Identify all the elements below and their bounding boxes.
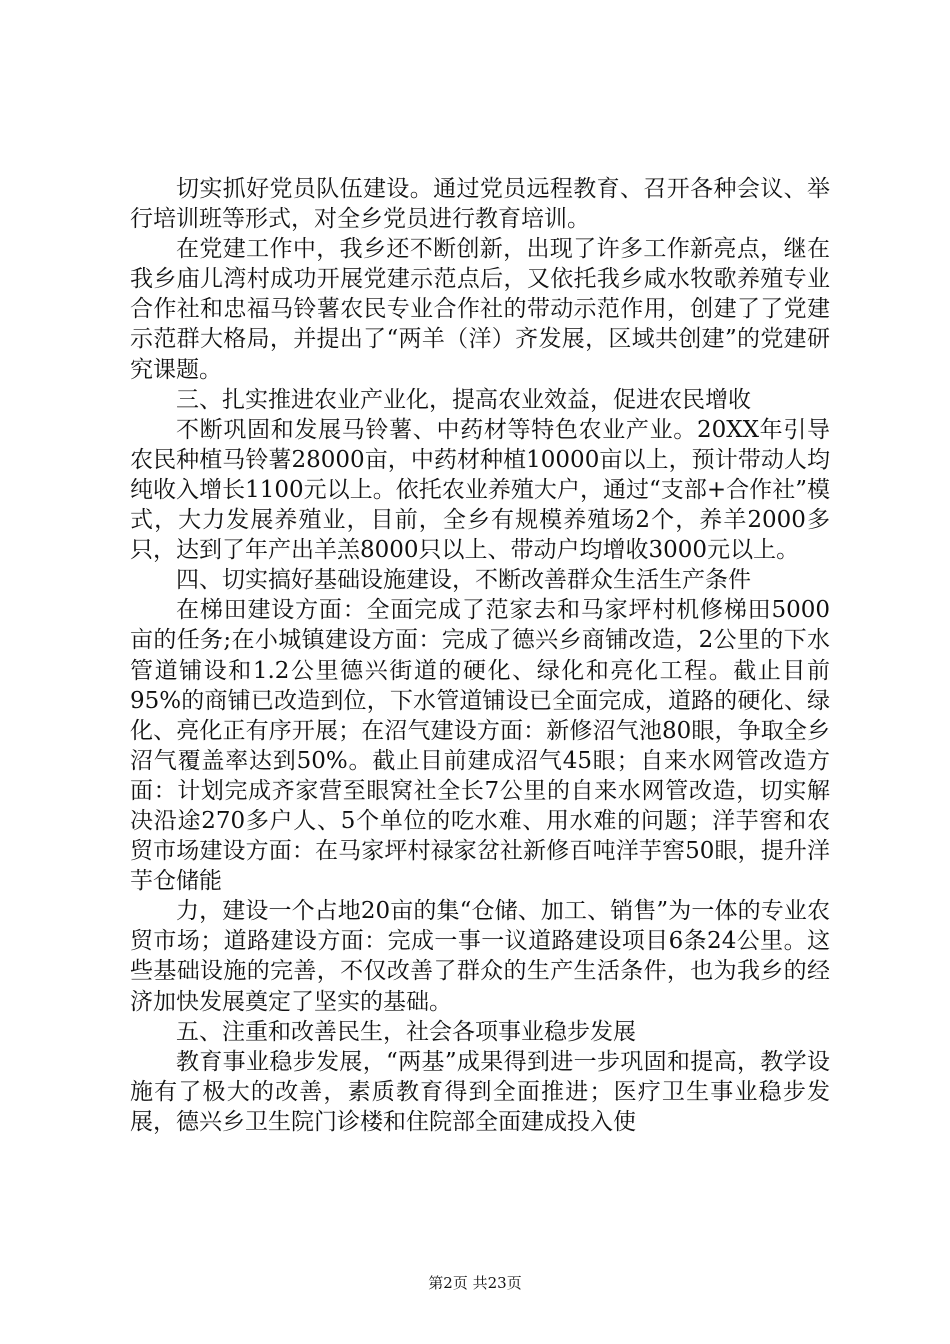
document-body [130,174,830,1137]
section-heading-livelihood: 五、注重和改善民生，社会各项事业稳步发展 [176,1018,636,1045]
paragraph-infrastructure-continued: 力，建设一个占地20亩的集“仓储、加工、销售”为一体的专业农贸市场；道路建设方面：完成一事一议道路建设项目6条24公里。这些基础设施的完善，不仅改善了群众的生产生活条件，也为我乡的经济加快发展奠定了坚实的基础。 [130,898,830,1015]
section-heading-infrastructure: 四、切实搞好基础设施建设，不断改善群众生活生产条件 [176,567,751,594]
paragraph-infrastructure-details: 在梯田建设方面：全面完成了范家去和马家坪村机修梯田5000亩的任务;在小城镇建设方面：完成了德兴乡商铺改造，2公里的下水管道铺设和1.2公里德兴街道的硬化、绿化和亮化工程。截止目前95%的商铺已改造到位，下水管道铺设已全面完成，道路的硬化、绿化、亮化正有序开展；在沼气建设方面：新修沼气池80眼，争取全乡沼气覆盖率达到50%。截止目前建成沼气45眼；自来水网管改造方面：计划完成齐家营至眼窝社全长7公里的自来水网管改造，切实解决沿途270多户人、5个单位的吃水难、用水难的问题；洋芋窖和农贸市场建设方面：在马家坪村禄家岔社新修百吨洋芋窖50眼，提升洋芋仓储能 [130,597,830,895]
paragraph-party-member-training: 切实抓好党员队伍建设。通过党员远程教育、召开各种会议、举行培训班等形式，对全乡党员进行教育培训。 [130,176,830,233]
page-footer: 第2页 共23页 [428,1274,522,1292]
paragraph-agriculture-industry: 不断巩固和发展马铃薯、中药材等特色农业产业。20XX年引导农民种植马铃薯28000亩，中药材种植10000亩以上，预计带动人均纯收入增长1100元以上。依托农业养殖大户，通过“支部+合作社”模式，大力发展养殖业，目前，全乡有规模养殖场2个，养羊2000多只，达到了年产出羊羔8000只以上、带动户均增收3000元以上。 [130,416,830,564]
section-heading-agriculture: 三、扎实推进农业产业化，提高农业效益，促进农民增收 [176,386,751,413]
paragraph-party-building-innovation: 在党建工作中，我乡还不断创新，出现了许多工作新亮点，继在我乡庙儿湾村成功开展党建示范点后，又依托我乡咸水牧歌养殖专业合作社和忠福马铃薯农民专业合作社的带动示范作用，创建了了党建示范群大格局，并提出了“两羊（洋）齐发展，区域共创建”的党建研究课题。 [130,236,830,383]
paragraph-education-health: 教育事业稳步发展，“两基”成果得到进一步巩固和提高，教学设施有了极大的改善，素质教育得到全面推进；医疗卫生事业稳步发展，德兴乡卫生院门诊楼和住院部全面建成投入使 [130,1048,830,1135]
